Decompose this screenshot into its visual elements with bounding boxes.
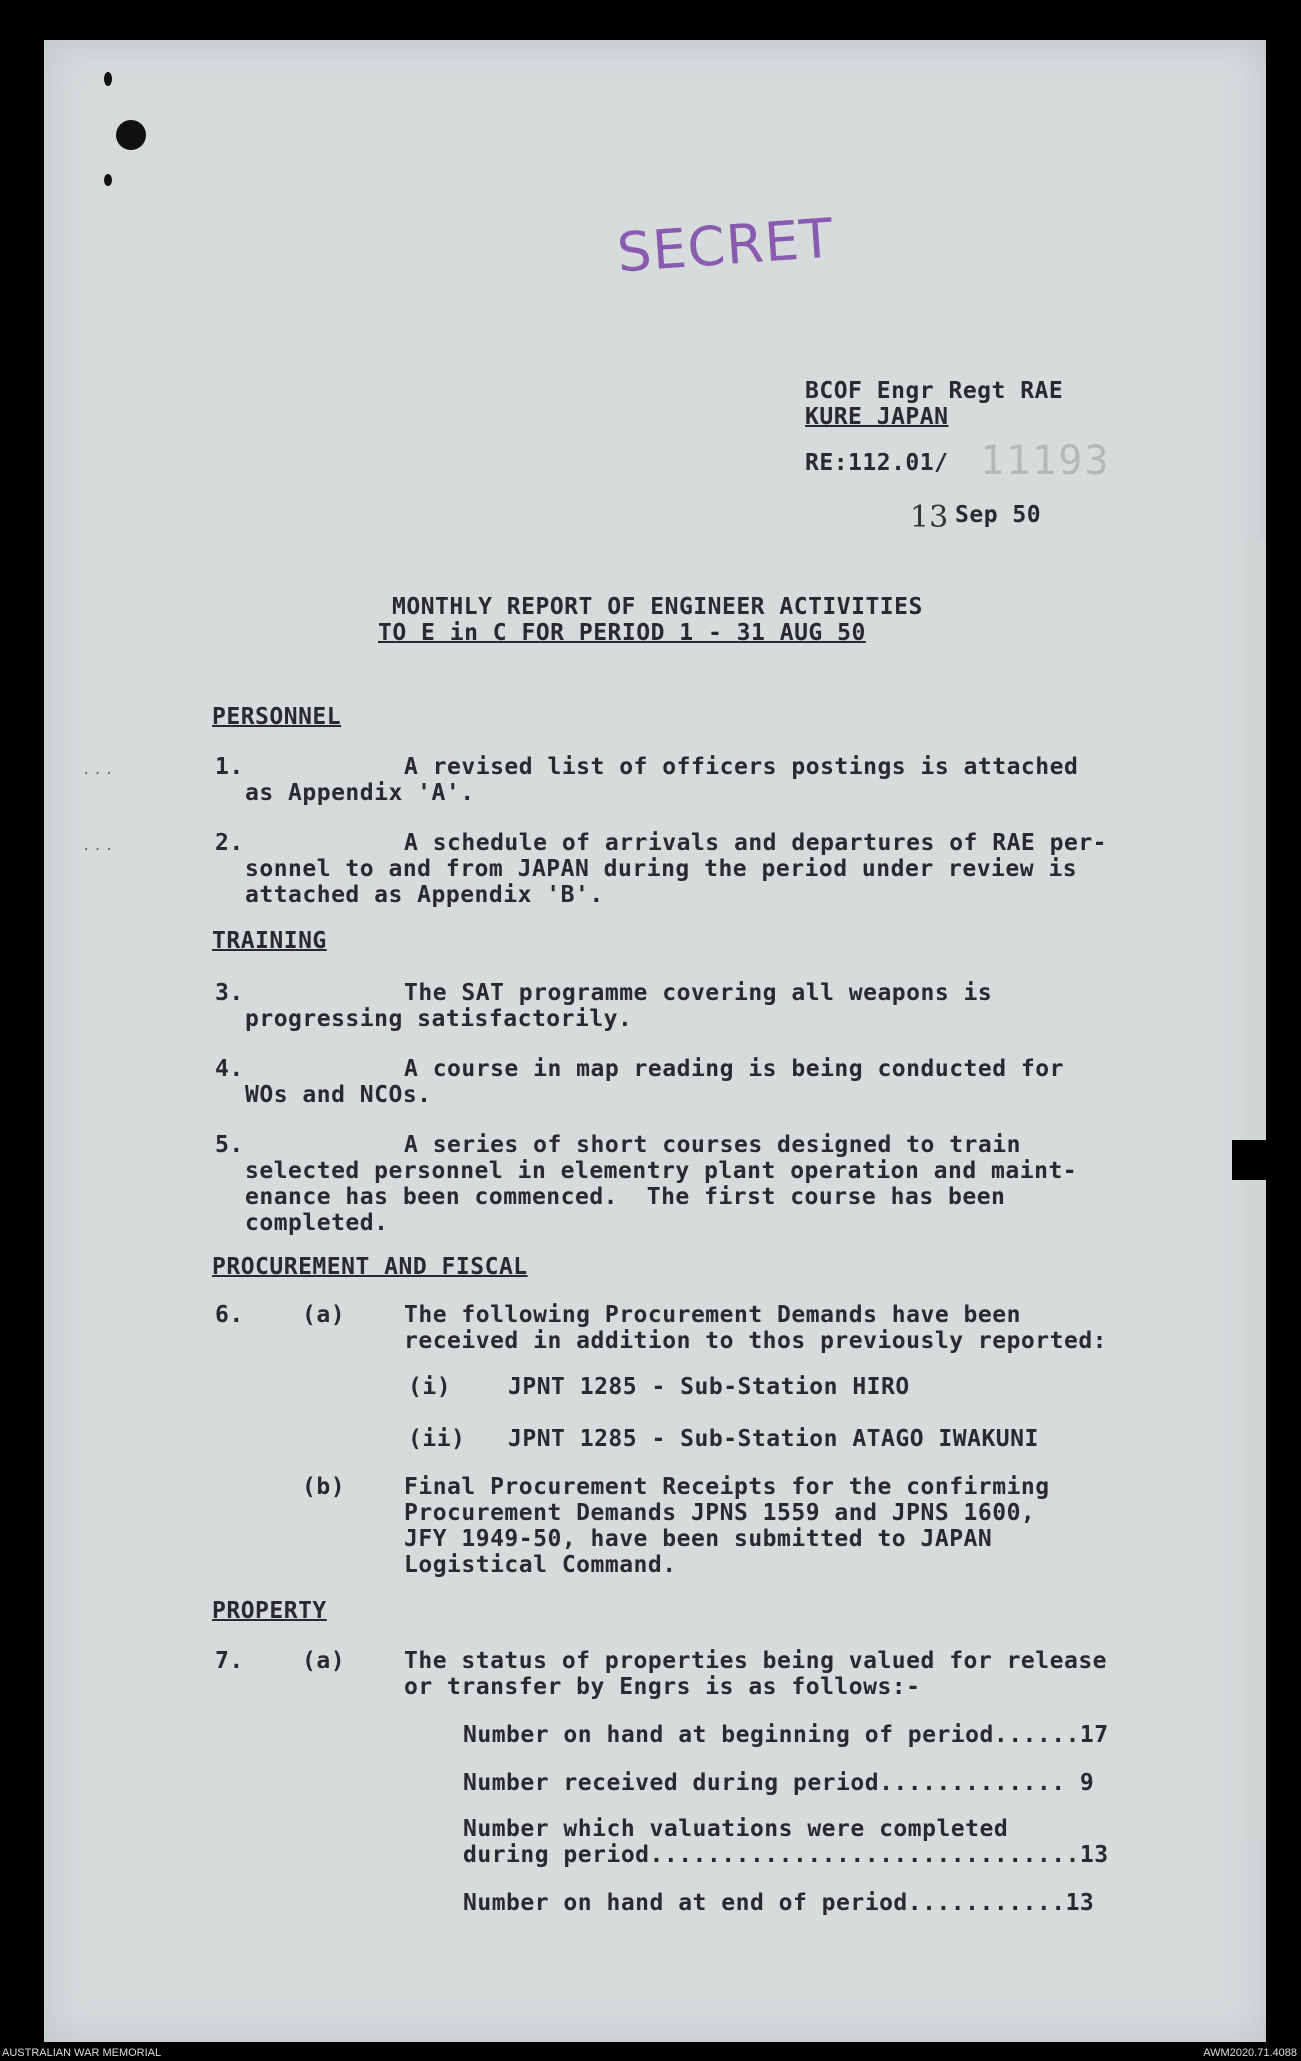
para-text: A course in map reading is being conducted for	[404, 1056, 1064, 1082]
para-text: The SAT programme covering all weapons is	[404, 980, 993, 1006]
date: Sep 50	[955, 502, 1042, 528]
para-number: 1.	[215, 754, 244, 780]
para-text: enance has been commenced. The first course has been	[245, 1184, 1006, 1210]
item-label: (i)	[408, 1374, 452, 1400]
para-text: WOs and NCOs.	[245, 1082, 432, 1108]
para-text: selected personnel in elementry plant operation and maint-	[245, 1158, 1078, 1184]
location: KURE JAPAN	[805, 404, 949, 430]
sub-para-label: (a)	[302, 1302, 346, 1328]
ink-mark	[104, 174, 112, 186]
section-heading-training: TRAINING	[212, 928, 327, 954]
para-number: 5.	[215, 1132, 244, 1158]
margin-dots: ...	[82, 762, 117, 778]
handwritten-day: 13	[910, 500, 949, 535]
para-number: 3.	[215, 980, 244, 1006]
ink-mark	[104, 72, 112, 86]
punch-hole	[116, 120, 146, 150]
section-heading-personnel: PERSONNEL	[212, 704, 342, 730]
section-heading-procurement: PROCUREMENT AND FISCAL	[212, 1254, 528, 1280]
para-number: 4.	[215, 1056, 244, 1082]
status-line: during period..............................13	[463, 1842, 1109, 1868]
para-number: 7.	[215, 1648, 244, 1674]
reference-number: 11193	[980, 438, 1111, 484]
report-title-line2: TO E in C FOR PERIOD 1 - 31 AUG 50	[378, 620, 866, 646]
para-text: sonnel to and from JAPAN during the period under review is	[245, 856, 1078, 882]
torn-edge	[1232, 1140, 1266, 1180]
footer-left: AUSTRALIAN WAR MEMORIAL	[2, 2047, 162, 2059]
margin-dots: ...	[82, 838, 117, 854]
item-label: (ii)	[408, 1426, 466, 1452]
para-text: completed.	[245, 1210, 389, 1236]
para-text: The following Procurement Demands have been	[404, 1302, 1021, 1328]
para-text: attached as Appendix 'B'.	[245, 882, 604, 908]
status-line: Number on hand at beginning of period......17	[463, 1722, 1109, 1748]
reference-prefix: RE:112.01/	[805, 450, 949, 476]
para-text: Logistical Command.	[404, 1552, 677, 1578]
secret-stamp: SECRET	[615, 206, 836, 285]
status-line: Number received during period............. 9	[463, 1770, 1095, 1796]
para-text: A series of short courses designed to train	[404, 1132, 1021, 1158]
item-text: JPNT 1285 - Sub-Station HIRO	[508, 1374, 910, 1400]
para-text: A revised list of officers postings is attached	[404, 754, 1079, 780]
para-text: JFY 1949-50, have been submitted to JAPAN	[404, 1526, 993, 1552]
status-line: Number on hand at end of period...........13	[463, 1890, 1095, 1916]
page-fold	[1244, 540, 1266, 1840]
status-line: Number which valuations were completed	[463, 1816, 1009, 1842]
sub-para-label: (a)	[302, 1648, 346, 1674]
sub-para-label: (b)	[302, 1474, 346, 1500]
para-text: A schedule of arrivals and departures of RAE per-	[404, 830, 1108, 856]
unit-name: BCOF Engr Regt RAE	[805, 378, 1064, 404]
para-number: 2.	[215, 830, 244, 856]
para-number: 6.	[215, 1302, 244, 1328]
para-text: received in addition to thos previously reported:	[404, 1328, 1108, 1354]
section-heading-property: PROPERTY	[212, 1598, 327, 1624]
para-text: The status of properties being valued for release	[404, 1648, 1108, 1674]
para-text: or transfer by Engrs is as follows:-	[404, 1674, 921, 1700]
item-text: JPNT 1285 - Sub-Station ATAGO IWAKUNI	[508, 1426, 1039, 1452]
para-text: Final Procurement Receipts for the confirming	[404, 1474, 1050, 1500]
para-text: Procurement Demands JPNS 1559 and JPNS 1600,	[404, 1500, 1036, 1526]
report-title: MONTHLY REPORT OF ENGINEER ACTIVITIES	[392, 594, 923, 620]
para-text: as Appendix 'A'.	[245, 780, 475, 806]
para-text: progressing satisfactorily.	[245, 1006, 633, 1032]
footer-right: AWM2020.71.4088	[1203, 2047, 1297, 2059]
